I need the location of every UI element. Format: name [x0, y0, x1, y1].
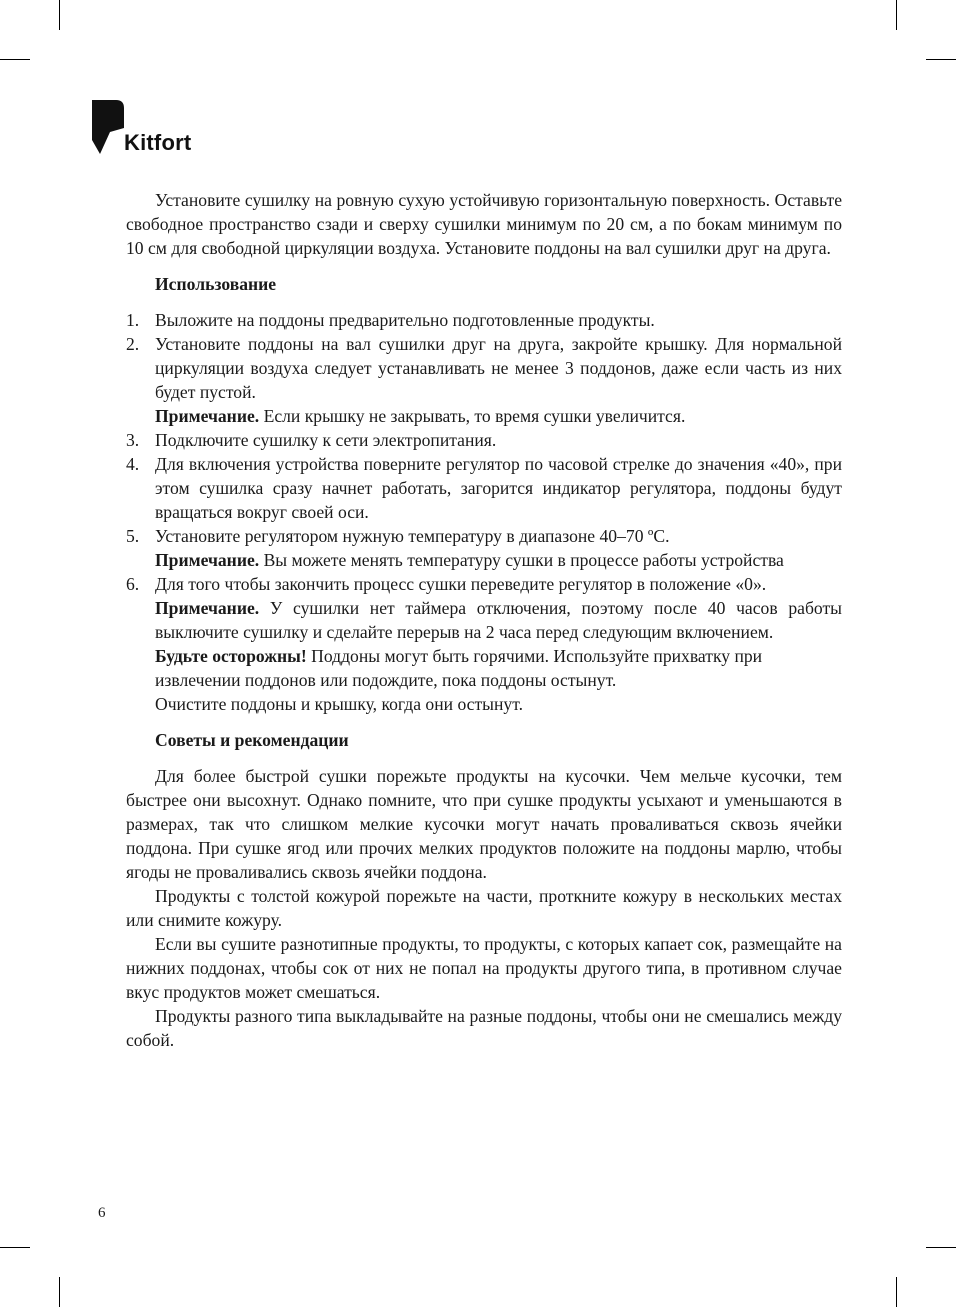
kitfort-logo-icon [92, 100, 124, 156]
list-item: 3. Подключите сушилку к сети электропитания. [126, 430, 497, 450]
brand-logo [92, 100, 212, 156]
tips-paragraph: Если вы сушите разнотипные продукты, то продукты, с которых капает сок, размещайте на нижних поддонах, чтобы сок от них не попал на продукты другого типа, в противном случае вкус продуктов может смешаться. [126, 934, 842, 1002]
page-number: 6 [98, 1205, 106, 1221]
usage-heading: Использование [155, 274, 277, 294]
list-item: 5. Установите регулятором нужную температуру в диапазоне 40–70 ºС. [126, 526, 670, 546]
crop-mark [896, 1277, 897, 1307]
caution: Будьте осторожны! Поддоны могут быть горячими. Используйте прихватку при извлечении поддонов или подождите, пока поддоны остынут. [155, 646, 763, 690]
document-body [126, 188, 842, 1052]
tips-paragraph: Продукты разного типа выкладывайте на разные поддоны, чтобы они не смешались между собой. [126, 1006, 842, 1050]
crop-mark [896, 0, 897, 30]
crop-mark [59, 0, 60, 30]
crop-mark [0, 1247, 30, 1248]
tips-heading: Советы и рекомендации [155, 730, 349, 750]
note: Примечание. Если крышку не закрывать, то время сушки увеличится. [155, 406, 686, 426]
list-item: 6. Для того чтобы закончить процесс сушки переведите регулятор в положение «0». [126, 574, 767, 594]
crop-mark [926, 59, 956, 60]
note: Примечание. У сушилки нет таймера отключения, поэтому после 40 часов работы выключите сушилку и сделайте перерыв на 2 часа перед следующим включением. [155, 598, 842, 642]
tips-paragraph: Для более быстрой сушки порежьте продукты на кусочки. Чем мельче кусочки, тем быстрее они высохнут. Однако помните, что при сушке продукты усыхают и уменьшаются в размерах, так что слишком мелкие кусочки могут начать проваливаться сквозь ячейки поддона. При сушке ягод или прочих мелких продуктов положите на поддоны марлю, чтобы ягоды не проваливались сквозь ячейки поддона. [126, 766, 842, 882]
brand-name: Kitfort [124, 130, 192, 155]
crop-mark [0, 59, 30, 60]
tips-paragraph: Продукты с толстой кожурой порежьте на части, проткните кожуру в нескольких местах или снимите кожуру. [126, 886, 842, 930]
note: Примечание. Вы можете менять температуру сушки в процессе работы устройства [155, 550, 784, 570]
list-item: 1. Выложите на поддоны предварительно подготовленные продукты. [126, 310, 655, 330]
crop-mark [59, 1277, 60, 1307]
intro-paragraph: Установите сушилку на ровную сухую устойчивую горизонтальную поверхность. Оставьте свободное пространство сзади и сверху сушилки минимум по 20 см, а по бокам минимум по 10 см для свободной циркуляции воздуха. Установите поддоны на вал сушилки друг на друга. [126, 190, 842, 258]
list-item: 4. Для включения устройства поверните регулятор по часовой стрелке до значения «40», при этом сушилка сразу начнет работать, загорится индикатор регулятора, поддоны будут вращаться вокруг своей оси. [126, 454, 842, 522]
list-item: 2. Установите поддоны на вал сушилки друг на друга, закройте крышку. Для нормальной циркуляции воздуха следует устанавливать не менее 3 поддонов, даже если часть из них будет пустой. [126, 334, 842, 402]
cleaning-note: Очистите поддоны и крышку, когда они остынут. [155, 694, 523, 714]
crop-mark [926, 1247, 956, 1248]
usage-steps [126, 308, 842, 716]
